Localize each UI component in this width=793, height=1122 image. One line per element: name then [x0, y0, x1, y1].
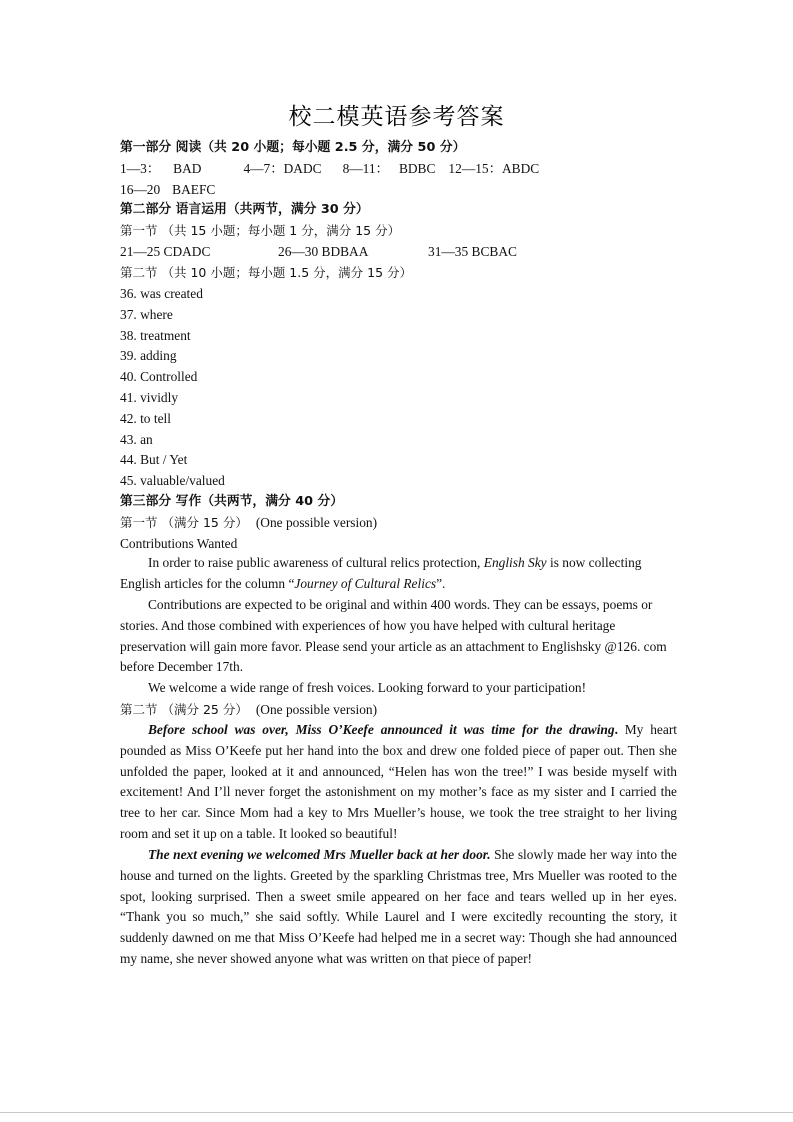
essay-text: .	[614, 722, 618, 737]
page-title: 校二模英语参考答案	[288, 104, 505, 130]
version-note: (One possible version)	[255, 702, 378, 717]
essay1-paragraph	[120, 553, 677, 595]
answer-letters: DADC	[283, 161, 322, 176]
essay2-paragraph	[120, 720, 677, 845]
blank-answer: 36. was created	[120, 286, 203, 301]
column-name: Journey of Cultural Relics	[294, 575, 437, 591]
blank-answer: 44. But / Yet	[120, 452, 188, 467]
part2-section2-label: 第二节 （共 10 小题；每小题 1.5 分，满分 15 分）	[120, 265, 413, 280]
answer-range: 16—20	[120, 182, 161, 197]
part3-section1-label	[120, 514, 377, 531]
essay-text: is now collecting English articles for the column “	[120, 555, 642, 591]
answer-range: 4—7：	[243, 161, 284, 176]
essay-text: She slowly made her way into the house and turned on the lights. Greeted by the sparkling Christmas tree, Mrs Mueller was rooted to the spot, looking surprised. Then a sweet smile appeared on her face and tears welled up in her eyes. “Thank you so much,” she said softly. While Laurel and I were excitedly recounting the story, it suddenly dawned on me that Miss O’Keefe had helped me in a secret way: Though she had announced my name, she never showed anyone what was written on that piece of paper!	[120, 847, 677, 966]
blank-answer: 43. an	[120, 432, 153, 447]
magazine-name: English Sky	[483, 555, 547, 570]
blank-answer: 40. Controlled	[120, 369, 198, 384]
blank-answer: 39. adding	[120, 348, 177, 363]
blank-answer: 42. to tell	[120, 411, 171, 426]
part1-answers-row1	[120, 160, 539, 177]
answer-letters: BAEFC	[172, 182, 216, 197]
essay-text: ”.	[436, 575, 446, 591]
section-label: 第二节 （满分 25 分）	[120, 702, 248, 717]
part3-section2-label	[120, 701, 377, 718]
answer-group: 21—25 CDADC	[120, 244, 211, 259]
given-opening-sentence: Before school was over, Miss O’Keefe announced it was time for the drawing	[148, 722, 615, 737]
version-note: (One possible version)	[255, 515, 378, 530]
essay-text: In order to raise public awareness of cultural relics protection,	[148, 555, 484, 570]
blank-answer: 45. valuable/valued	[120, 473, 225, 488]
given-opening-sentence: The next evening we welcomed Mrs Mueller back at her door.	[148, 847, 491, 862]
part1-heading: 第一部分 阅读（共 20 小题；每小题 2.5 分，满分 50 分）	[120, 140, 466, 155]
part3-heading: 第三部分 写作（共两节，满分 40 分）	[120, 494, 344, 509]
part2-heading: 第二部分 语言运用（共两节，满分 30 分）	[120, 202, 369, 217]
essay2-paragraph	[120, 845, 677, 970]
essay1-paragraph: Contributions are expected to be original and within 400 words. They can be essays, poems or stories. And those combined with experiences of how you have helped with cultural heritage preservation will gain more favor. Please send your article as an attachment to Englishsky @126. com before December 17th.	[120, 597, 667, 675]
answer-group: 31—35 BCBAC	[428, 244, 517, 259]
essay1-paragraph: We welcome a wide range of fresh voices. Looking forward to your participation!	[148, 680, 587, 695]
blank-answer: 37. where	[120, 307, 173, 322]
answer-range: 12—15：	[448, 161, 502, 176]
blank-answer: 41. vividly	[120, 390, 179, 405]
section-label: 第一节 （满分 15 分）	[120, 515, 248, 530]
answer-letters: ABDC	[501, 161, 540, 176]
answer-group: 26—30 BDBAA	[278, 244, 369, 259]
answer-range: 8—11：	[342, 161, 389, 176]
essay-text: My heart pounded as Miss O’Keefe put her hand into the box and drew one folded piece of paper out. Then she unfolded the paper, looked at it and announced, “Helen has won the tree!” I was beside myself with excitement! And I’ll never forget the astonishment on my mother’s face as my sister and I carried the tree to her car. Since Mom had a key to Mrs Mueller’s house, we took the tree straight to her living room and set it up on a table. It looked so beautiful!	[120, 722, 678, 841]
essay1-title: Contributions Wanted	[120, 536, 238, 551]
blank-answer: 38. treatment	[120, 328, 191, 343]
answer-letters: BAD	[173, 161, 202, 176]
part1-answers-row2	[120, 181, 215, 198]
answer-letters: BDBC	[398, 161, 436, 176]
answer-range: 1—3：	[120, 161, 161, 176]
part2-section1-label: 第一节 （共 15 小题；每小题 1 分，满分 15 分）	[120, 223, 401, 238]
part2-section1-answers	[120, 243, 517, 260]
page-bottom-border	[0, 1112, 793, 1113]
